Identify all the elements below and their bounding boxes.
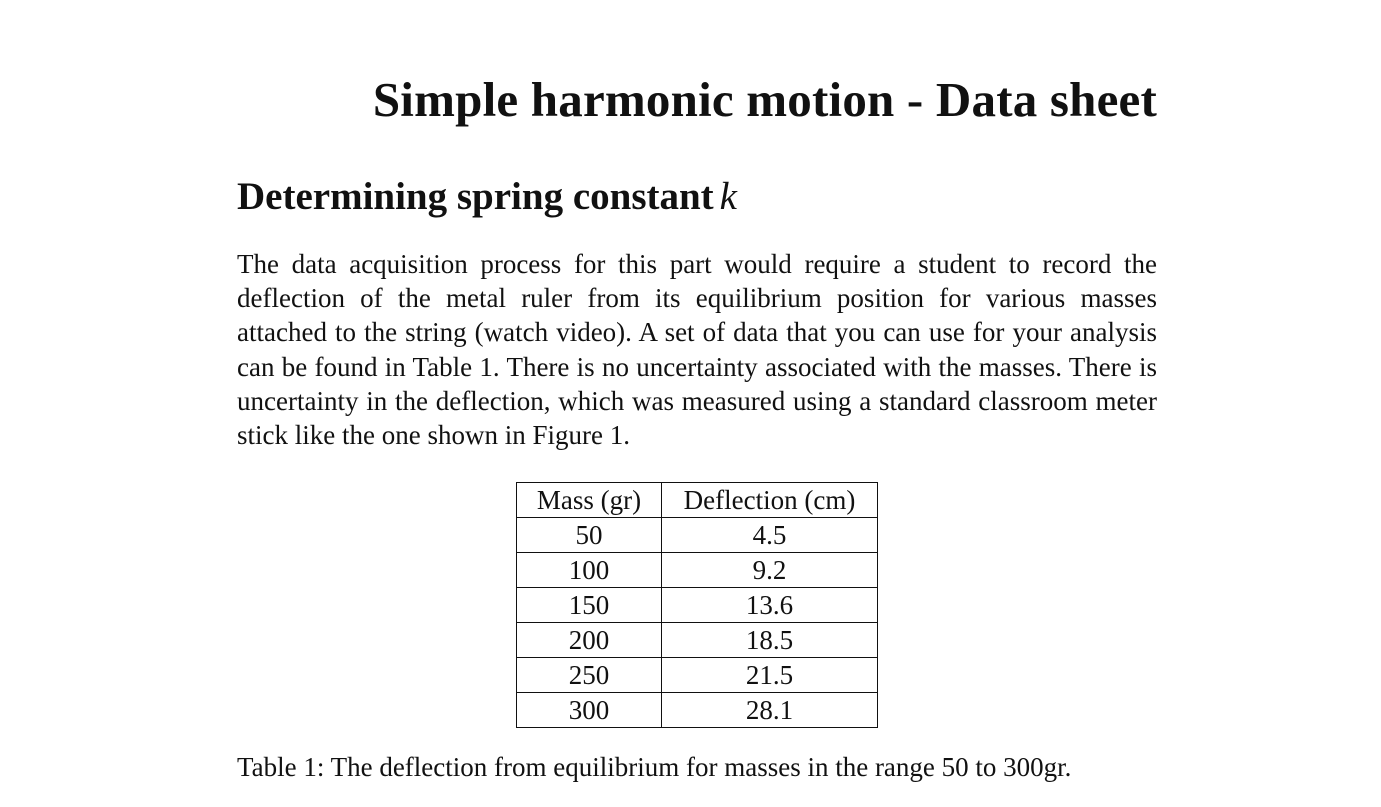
deflection-cell: 28.1 bbox=[662, 693, 878, 728]
table-row bbox=[517, 658, 878, 693]
page-title: Simple harmonic motion - Data sheet bbox=[372, 72, 1157, 127]
column-header-deflection: Deflection (cm) bbox=[662, 483, 878, 518]
column-header-mass: Mass (gr) bbox=[517, 483, 662, 518]
mass-cell: 150 bbox=[517, 588, 662, 623]
deflection-cell: 4.5 bbox=[662, 518, 878, 553]
table-row bbox=[517, 693, 878, 728]
table-header-row bbox=[517, 483, 878, 518]
table-row bbox=[517, 588, 878, 623]
table-row bbox=[517, 518, 878, 553]
section-heading-text: Determining spring constant bbox=[237, 175, 714, 218]
deflection-cell: 9.2 bbox=[662, 553, 878, 588]
mass-cell: 300 bbox=[517, 693, 662, 728]
mass-cell: 50 bbox=[517, 518, 662, 553]
section-heading bbox=[237, 172, 737, 222]
deflection-cell: 21.5 bbox=[662, 658, 878, 693]
deflection-cell: 13.6 bbox=[662, 588, 878, 623]
data-table bbox=[516, 482, 878, 728]
body-paragraph: The data acquisition process for this part would require a student to record the deflection of the metal ruler from its equilibrium position for various masses attached to the string (watch video). A set of data that you can use for your analysis can be found in Table 1. There is no uncertainty associated with the masses. There is uncertainty in the deflection, which was measured using a standard classroom meter stick like the one shown in Figure 1. bbox=[237, 249, 1157, 451]
deflection-cell: 18.5 bbox=[662, 623, 878, 658]
table-row bbox=[517, 623, 878, 658]
mass-cell: 200 bbox=[517, 623, 662, 658]
mass-cell: 250 bbox=[517, 658, 662, 693]
spring-constant-symbol: k bbox=[719, 175, 737, 218]
mass-cell: 100 bbox=[517, 553, 662, 588]
table-row bbox=[517, 553, 878, 588]
table-caption: Table 1: The deflection from equilibrium for masses in the range 50 to 300gr. bbox=[237, 752, 1072, 782]
